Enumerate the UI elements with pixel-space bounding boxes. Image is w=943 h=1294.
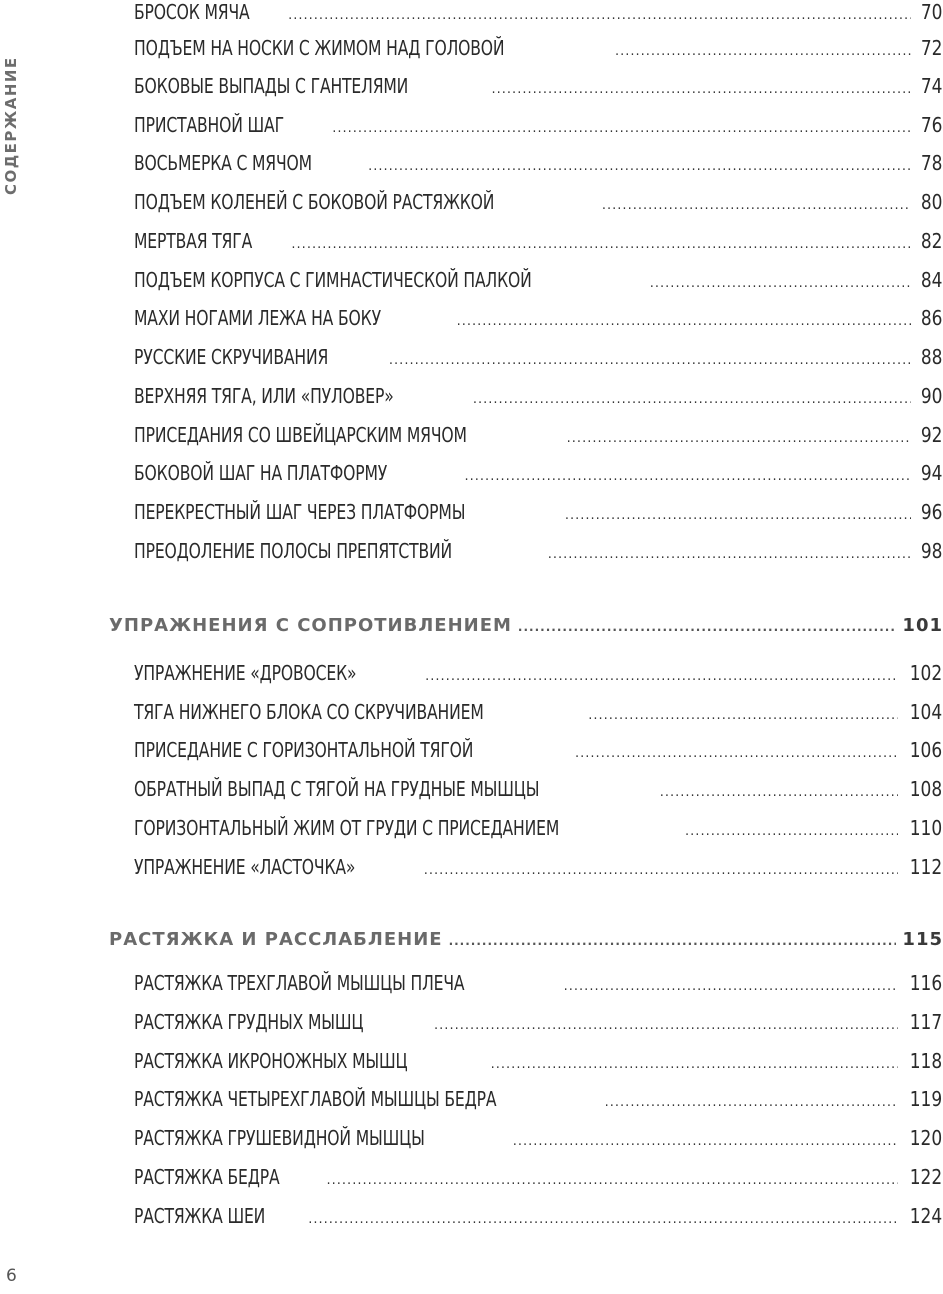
toc-item-title: РАСТЯЖКА ЧЕТЫРЕХГЛАВОЙ МЫШЦЫ БЕДРА bbox=[134, 1087, 497, 1111]
leader-dots bbox=[548, 547, 911, 562]
toc-item-page: 124 bbox=[909, 1204, 942, 1228]
section-title: УПРАЖНЕНИЯ С СОПРОТИВЛЕНИЕМ bbox=[109, 615, 512, 636]
toc-item-page: 74 bbox=[920, 74, 942, 98]
toc-item-title: ПРИСТАВНОЙ ШАГ bbox=[134, 113, 284, 137]
toc-item-page: 102 bbox=[909, 661, 942, 685]
toc-item-title: МАХИ НОГАМИ ЛЕЖА НА БОКУ bbox=[134, 306, 381, 330]
toc-item[interactable] bbox=[134, 738, 942, 768]
toc-item[interactable] bbox=[134, 500, 942, 530]
section-page: 101 bbox=[902, 615, 943, 636]
toc-item-title: РАСТЯЖКА ШЕИ bbox=[134, 1204, 266, 1228]
leader-dots bbox=[513, 1134, 898, 1149]
leader-dots bbox=[491, 1057, 898, 1072]
leader-dots bbox=[518, 620, 897, 634]
leader-dots bbox=[473, 392, 911, 407]
leader-dots bbox=[389, 353, 911, 368]
leader-dots bbox=[465, 469, 911, 484]
toc-item[interactable] bbox=[134, 1010, 942, 1040]
leader-dots bbox=[288, 8, 910, 23]
leader-dots bbox=[650, 276, 911, 291]
toc-item-page: 116 bbox=[909, 971, 942, 995]
toc-item[interactable] bbox=[134, 268, 942, 298]
toc-item[interactable] bbox=[134, 1126, 942, 1156]
leader-dots bbox=[602, 198, 911, 213]
toc-item[interactable] bbox=[134, 1204, 942, 1234]
leader-dots bbox=[615, 44, 911, 59]
leader-dots bbox=[685, 824, 898, 839]
toc-item-title: БОКОВЫЕ ВЫПАДЫ С ГАНТЕЛЯМИ bbox=[134, 74, 409, 98]
section-title: РАСТЯЖКА И РАССЛАБЛЕНИЕ bbox=[109, 929, 443, 950]
toc-item-page: 104 bbox=[909, 700, 942, 724]
page-number: 6 bbox=[6, 1266, 17, 1286]
leader-dots bbox=[332, 121, 910, 136]
toc-item-title: РАСТЯЖКА ИКРОНОЖНЫХ МЫШЦ bbox=[134, 1049, 408, 1073]
toc-item[interactable] bbox=[134, 971, 942, 1001]
toc-item[interactable] bbox=[134, 0, 942, 30]
toc-item-title: УПРАЖНЕНИЕ «ЛАСТОЧКА» bbox=[134, 855, 356, 879]
toc-item[interactable] bbox=[134, 384, 942, 414]
leader-dots bbox=[308, 1212, 898, 1227]
toc-item-page: 88 bbox=[920, 345, 942, 369]
toc-item-page: 110 bbox=[909, 816, 942, 840]
toc-item-title: ВЕРХНЯЯ ТЯГА, ИЛИ «ПУЛОВЕР» bbox=[134, 384, 394, 408]
toc-item-title: ВОСЬМЕРКА С МЯЧОМ bbox=[134, 151, 312, 175]
toc-item-title: ПОДЪЕМ КОЛЕНЕЙ С БОКОВОЙ РАСТЯЖКОЙ bbox=[134, 190, 495, 214]
toc-item-title: БОКОВОЙ ШАГ НА ПЛАТФОРМУ bbox=[134, 461, 388, 485]
toc-item-page: 98 bbox=[920, 539, 942, 563]
leader-dots bbox=[291, 237, 910, 252]
leader-dots bbox=[327, 1173, 898, 1188]
toc-item[interactable] bbox=[134, 700, 942, 730]
toc-item[interactable] bbox=[134, 777, 942, 807]
toc-section-heading[interactable] bbox=[109, 929, 943, 961]
toc-item-page: 108 bbox=[909, 777, 942, 801]
toc-item-title: ПОДЪЕМ КОРПУСА С ГИМНАСТИЧЕСКОЙ ПАЛКОЙ bbox=[134, 268, 532, 292]
leader-dots bbox=[660, 785, 898, 800]
toc-item[interactable] bbox=[134, 1049, 942, 1079]
toc-item[interactable] bbox=[134, 306, 942, 336]
leader-dots bbox=[575, 746, 898, 761]
leader-dots bbox=[424, 863, 898, 878]
toc-item-page: 106 bbox=[909, 738, 942, 762]
toc-item-title: ПОДЪЕМ НА НОСКИ С ЖИМОМ НАД ГОЛОВОЙ bbox=[134, 36, 505, 60]
toc-item-title: РАСТЯЖКА ТРЕХГЛАВОЙ МЫШЦЫ ПЛЕЧА bbox=[134, 971, 465, 995]
toc-item[interactable] bbox=[134, 345, 942, 375]
toc-item-page: 92 bbox=[920, 423, 942, 447]
toc-item-title: РАСТЯЖКА ГРУШЕВИДНОЙ МЫШЦЫ bbox=[134, 1126, 425, 1150]
toc-item-page: 72 bbox=[920, 36, 942, 60]
toc-item-page: 119 bbox=[909, 1087, 942, 1111]
leader-dots bbox=[425, 669, 898, 684]
toc-item-page: 70 bbox=[920, 0, 942, 24]
toc-item[interactable] bbox=[134, 816, 942, 846]
toc-item-page: 120 bbox=[909, 1126, 942, 1150]
toc-item-page: 82 bbox=[920, 229, 942, 253]
toc-item[interactable] bbox=[134, 229, 942, 259]
leader-dots bbox=[588, 708, 898, 723]
toc-item[interactable] bbox=[134, 151, 942, 181]
leader-dots bbox=[564, 979, 898, 994]
toc-item-title: ПРИСЕДАНИЯ СО ШВЕЙЦАРСКИМ МЯЧОМ bbox=[134, 423, 467, 447]
leader-dots bbox=[567, 431, 911, 446]
toc-item-title: ТЯГА НИЖНЕГО БЛОКА СО СКРУЧИВАНИЕМ bbox=[134, 700, 484, 724]
toc-item-title: УПРАЖНЕНИЕ «ДРОВОСЕК» bbox=[134, 661, 357, 685]
toc-item[interactable] bbox=[134, 1165, 942, 1195]
toc-item[interactable] bbox=[134, 74, 942, 104]
toc-item[interactable] bbox=[134, 190, 942, 220]
toc-item[interactable] bbox=[134, 36, 942, 66]
toc-item-page: 84 bbox=[920, 268, 942, 292]
leader-dots bbox=[457, 314, 911, 329]
toc-item-page: 94 bbox=[920, 461, 942, 485]
toc-item-title: ГОРИЗОНТАЛЬНЫЙ ЖИМ ОТ ГРУДИ С ПРИСЕДАНИЕМ bbox=[134, 816, 560, 840]
toc-item[interactable] bbox=[134, 461, 942, 491]
leader-dots bbox=[605, 1095, 898, 1110]
toc-item-title: ПРИСЕДАНИЕ С ГОРИЗОНТАЛЬНОЙ ТЯГОЙ bbox=[134, 738, 474, 762]
toc-item[interactable] bbox=[134, 539, 942, 569]
toc-item[interactable] bbox=[134, 855, 942, 885]
toc-item[interactable] bbox=[134, 661, 942, 691]
toc-item-page: 86 bbox=[920, 306, 942, 330]
toc-item-title: РУССКИЕ СКРУЧИВАНИЯ bbox=[134, 345, 329, 369]
leader-dots bbox=[492, 82, 911, 97]
toc-item-page: 122 bbox=[909, 1165, 942, 1189]
section-page: 115 bbox=[902, 929, 943, 950]
toc-item-page: 96 bbox=[920, 500, 942, 524]
toc-item[interactable] bbox=[134, 423, 942, 453]
leader-dots bbox=[449, 934, 897, 948]
toc-item-page: 112 bbox=[909, 855, 942, 879]
toc-item[interactable] bbox=[134, 113, 942, 143]
toc-item-page: 78 bbox=[920, 151, 942, 175]
toc-item-title: МЕРТВАЯ ТЯГА bbox=[134, 229, 253, 253]
leader-dots bbox=[434, 1018, 898, 1033]
toc-item-title: ОБРАТНЫЙ ВЫПАД С ТЯГОЙ НА ГРУДНЫЕ МЫШЦЫ bbox=[134, 777, 540, 801]
toc-section-heading[interactable] bbox=[109, 615, 943, 647]
toc-item-page: 118 bbox=[909, 1049, 942, 1073]
leader-dots bbox=[368, 159, 910, 174]
toc-item-page: 117 bbox=[909, 1010, 942, 1034]
toc-item-title: РАСТЯЖКА ГРУДНЫХ МЫШЦ bbox=[134, 1010, 364, 1034]
toc-item-title: ПРЕОДОЛЕНИЕ ПОЛОСЫ ПРЕПЯТСТВИЙ bbox=[134, 539, 453, 563]
running-header: СОДЕРЖАНИЕ bbox=[2, 56, 20, 195]
toc-item-title: РАСТЯЖКА БЕДРА bbox=[134, 1165, 280, 1189]
toc-item-page: 80 bbox=[920, 190, 942, 214]
leader-dots bbox=[565, 508, 911, 523]
toc-item-title: ПЕРЕКРЕСТНЫЙ ШАГ ЧЕРЕЗ ПЛАТФОРМЫ bbox=[134, 500, 466, 524]
toc-item[interactable] bbox=[134, 1087, 942, 1117]
toc-item-page: 90 bbox=[920, 384, 942, 408]
toc-item-title: БРОСОК МЯЧА bbox=[134, 0, 250, 24]
toc-item-page: 76 bbox=[920, 113, 942, 137]
